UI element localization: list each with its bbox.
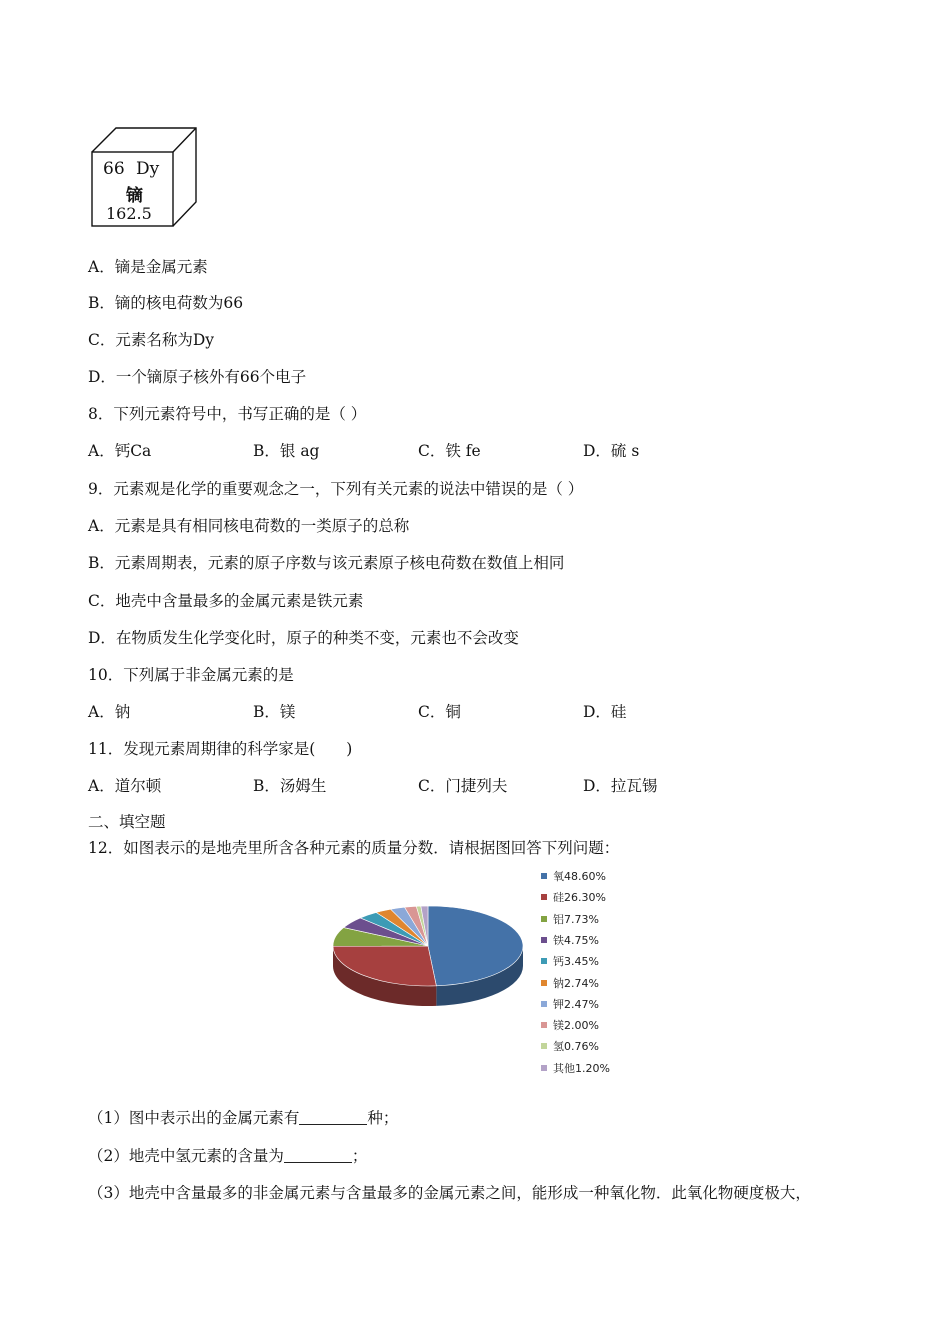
q11-option-d: D．拉瓦锡 [583, 777, 658, 795]
q8-stem: 8．下列元素符号中，书写正确的是（ ） [88, 405, 367, 423]
element-symbol: Dy [136, 159, 160, 179]
q12-sub1-suffix: 种； [367, 1109, 399, 1127]
legend-label: 其他1.20% [553, 1061, 610, 1075]
q8-option-d: D．硫 s [583, 442, 640, 460]
legend-swatch [541, 1043, 547, 1049]
answer-blank-2[interactable] [284, 1148, 352, 1163]
q7-option-b: B．镝的核电荷数为66 [88, 294, 244, 312]
q11-stem: 11．发现元素周期律的科学家是( ) [88, 740, 353, 758]
legend-item [541, 1017, 599, 1033]
legend-label: 铝7.73% [553, 912, 599, 926]
q9-option-c: C．地壳中含量最多的金属元素是铁元素 [88, 592, 364, 610]
legend-label: 钠2.74% [553, 976, 599, 990]
legend-swatch [541, 1065, 547, 1071]
legend-swatch [541, 980, 547, 986]
q12-sub1 [88, 1106, 398, 1128]
q11-option-c: C．门捷列夫 [418, 777, 508, 795]
section-title: 二、填空题 [88, 813, 166, 831]
pie-chart [320, 890, 540, 1030]
q9-option-d: D．在物质发生化学变化时，原子的种类不变，元素也不会改变 [88, 629, 519, 647]
answer-blank-1[interactable] [299, 1110, 367, 1125]
element-mass: 162.5 [106, 204, 152, 223]
legend-swatch [541, 873, 547, 879]
legend-swatch [541, 916, 547, 922]
legend-label: 镁2.00% [553, 1019, 599, 1033]
legend-item [541, 953, 599, 969]
legend-item [541, 996, 599, 1012]
legend-item [541, 911, 599, 927]
q9-option-a: A．元素是具有相同核电荷数的一类原子的总称 [88, 517, 410, 535]
q11-option-a: A．道尔顿 [88, 777, 162, 795]
legend-swatch [541, 1001, 547, 1007]
q12-stem: 12．如图表示的是地壳里所含各种元素的质量分数．请根据图回答下列问题： [88, 839, 620, 857]
legend-label: 氧48.60% [553, 870, 606, 883]
q7-option-a: A．镝是金属元素 [88, 258, 208, 276]
legend-item [541, 1038, 599, 1054]
q10-option-a: A．钠 [88, 703, 131, 721]
legend-swatch [541, 894, 547, 900]
legend-item [541, 1060, 610, 1076]
q8-option-a: A．钙Ca [88, 442, 152, 460]
legend-label: 氢0.76% [553, 1040, 599, 1054]
legend-swatch [541, 937, 547, 943]
legend-swatch [541, 1022, 547, 1028]
q12-sub1-text: （1）图中表示出的金属元素有 [88, 1109, 300, 1127]
q10-stem: 10．下列属于非金属元素的是 [88, 666, 294, 684]
q9-option-b: B．元素周期表，元素的原子序数与该元素原子核电荷数在数值上相同 [88, 554, 565, 572]
legend-label: 硅26.30% [553, 891, 606, 905]
q10-option-c: C．铜 [418, 703, 461, 721]
legend-item [541, 975, 599, 991]
legend-item [541, 868, 606, 884]
q12-sub2 [88, 1144, 367, 1166]
q8-option-c: C．铁 fe [418, 442, 481, 460]
element-name: 镝 [126, 186, 143, 206]
q7-option-c: C．元素名称为Dy [88, 331, 215, 349]
q9-stem: 9．元素观是化学的重要观念之一，下列有关元素的说法中错误的是（ ） [88, 480, 584, 498]
q8-option-b: B．银 ag [253, 442, 320, 460]
legend-label: 钙3.45% [553, 955, 599, 969]
legend-item [541, 889, 606, 905]
q10-option-d: D．硅 [583, 703, 627, 721]
legend-label: 铁4.75% [553, 933, 599, 947]
element-number: 66 [103, 159, 125, 179]
legend-swatch [541, 958, 547, 964]
q11-option-b: B．汤姆生 [253, 777, 327, 795]
q12-sub2-suffix: ； [351, 1147, 368, 1165]
q7-option-d: D．一个镝原子核外有66个电子 [88, 368, 307, 386]
legend-item [541, 932, 599, 948]
q12-sub2-text: （2）地壳中氢元素的含量为 [88, 1147, 284, 1165]
legend-label: 钾2.47% [553, 997, 599, 1011]
q10-option-b: B．镁 [253, 703, 296, 721]
q12-sub3: （3）地壳中含量最多的非金属元素与含量最多的金属元素之间，能形成一种氧化物．此氧化物硬度极大， [88, 1184, 811, 1202]
